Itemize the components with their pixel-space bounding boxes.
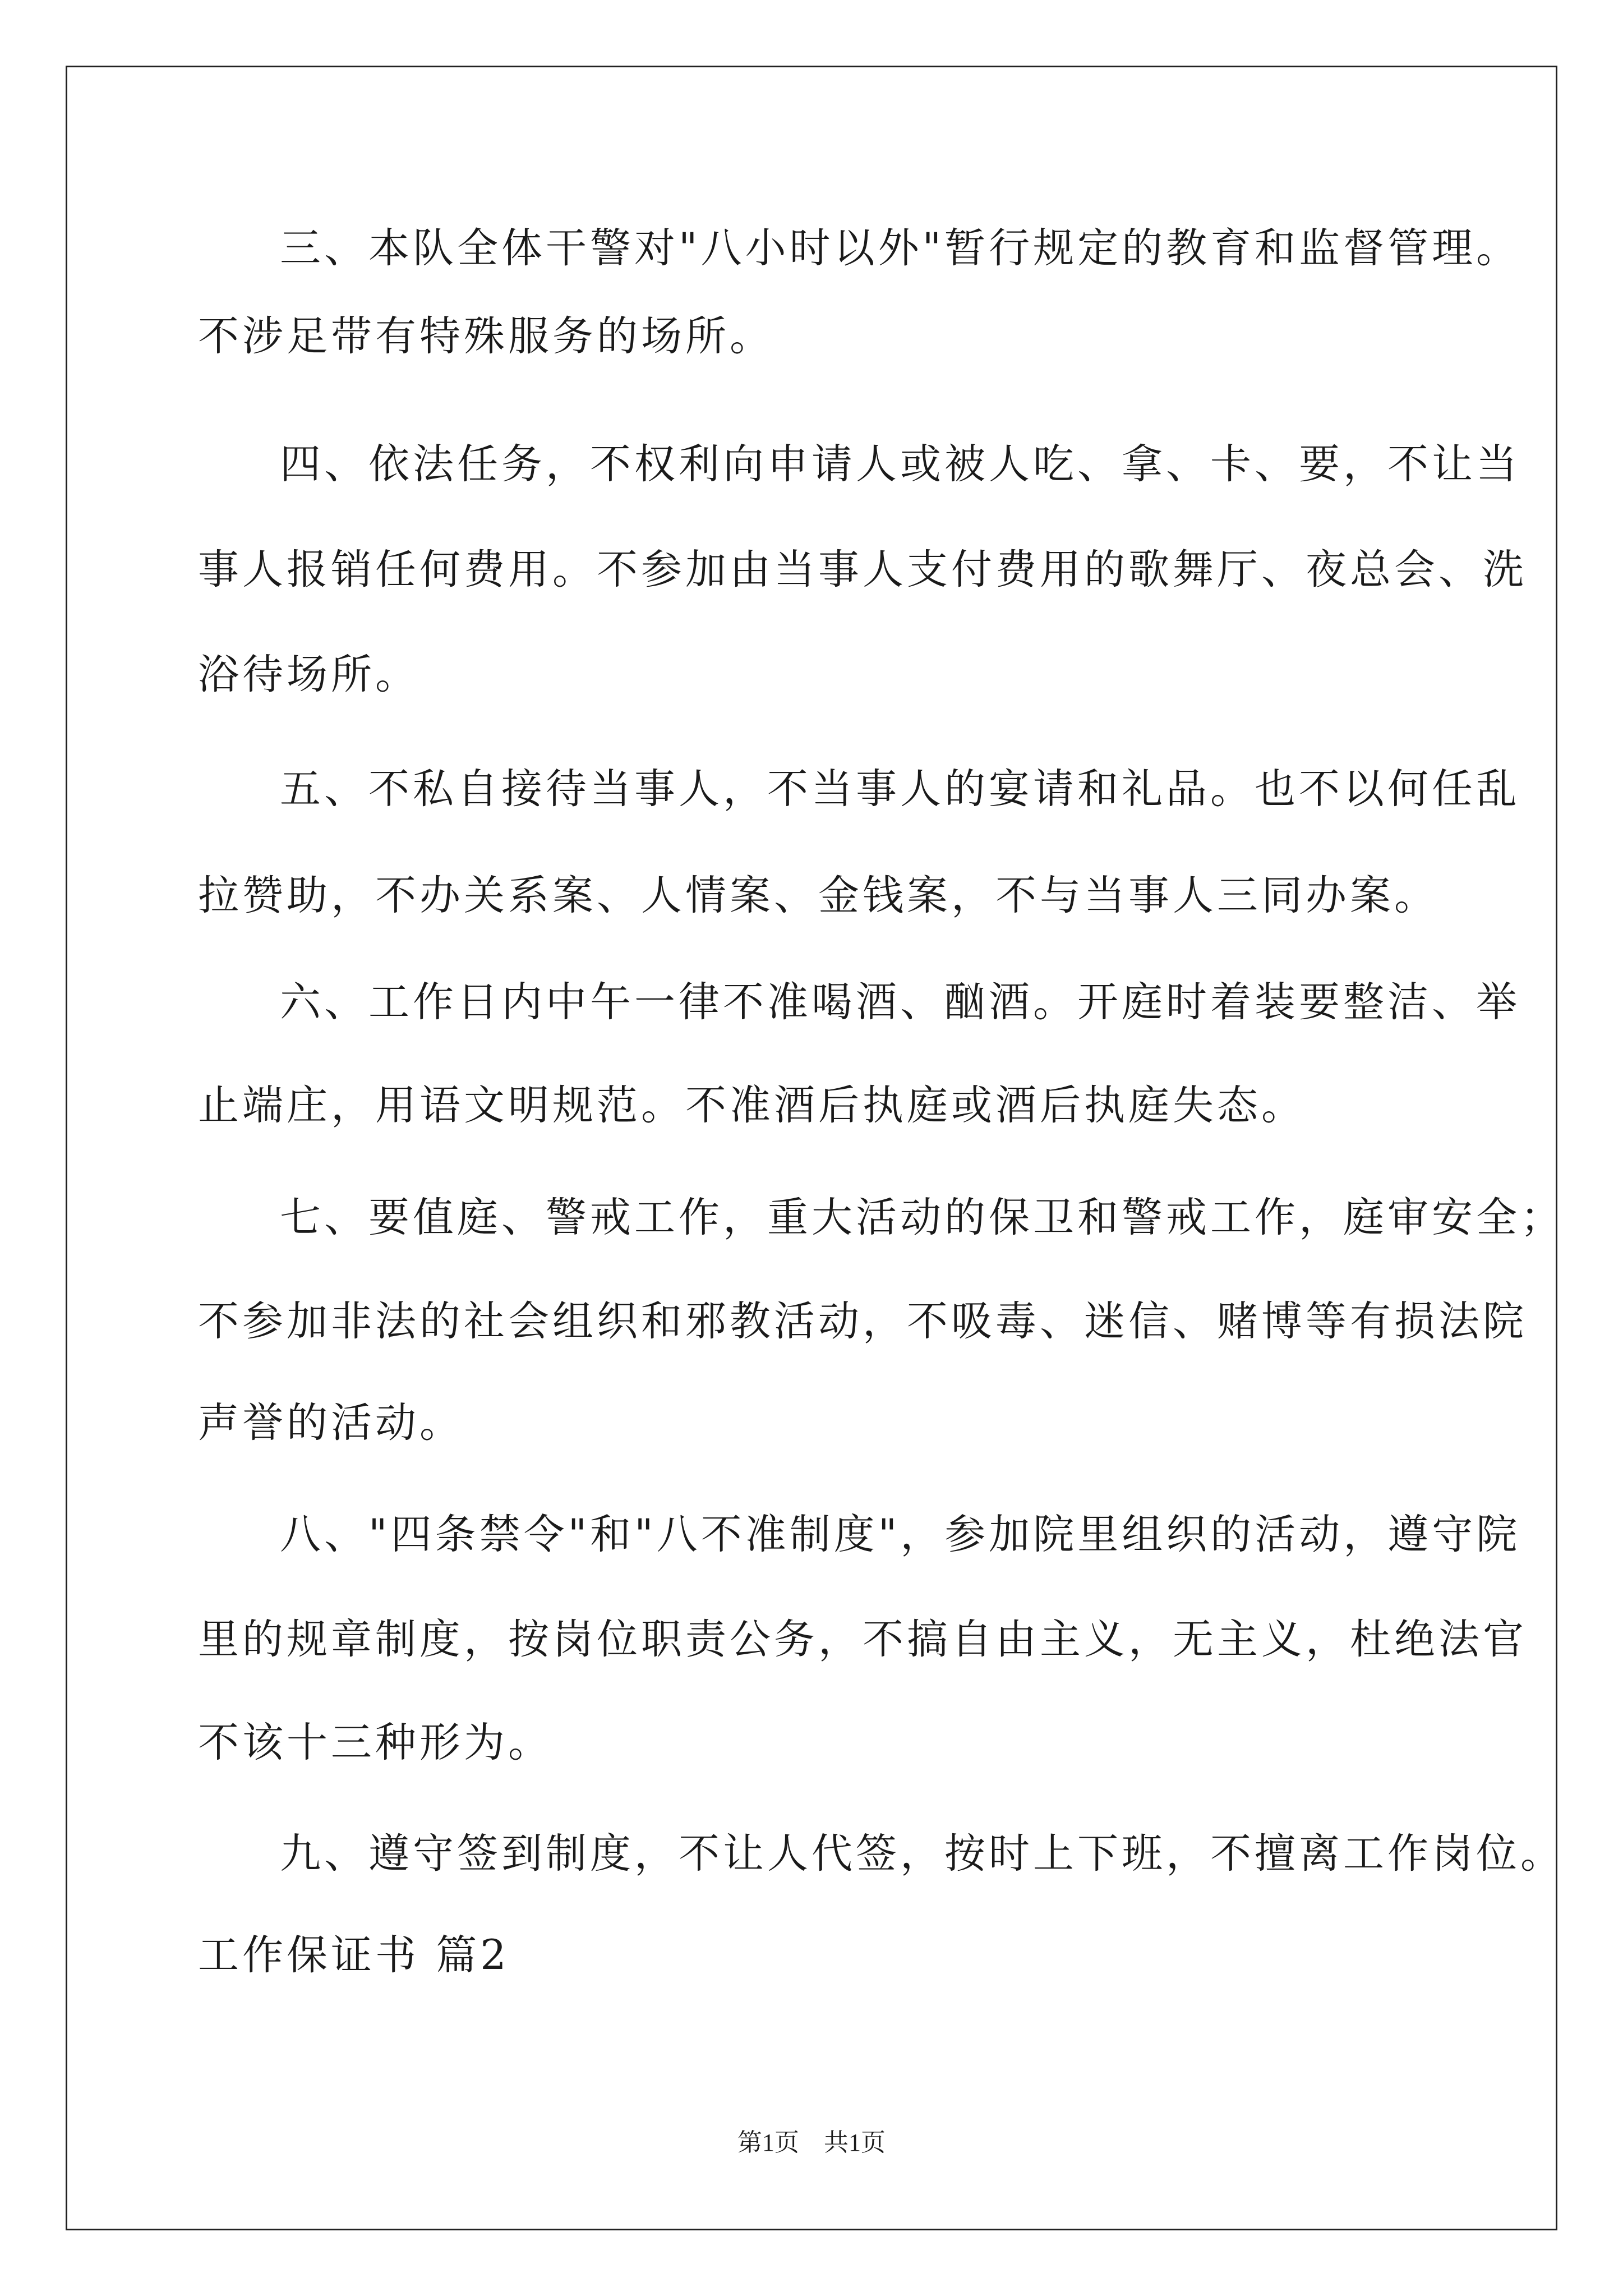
- page-number-total: 共1页: [824, 2129, 886, 2156]
- paragraph-7-line-2: 不参加非法的社会组织和邪教活动，不吸毒、迷信、赌博等有损法院: [198, 1297, 1527, 1345]
- paragraph-6-line-1: 六、工作日内中午一律不准喝酒、酗酒。开庭时着装要整洁、举: [280, 978, 1520, 1026]
- page-border: [66, 66, 1557, 2230]
- paragraph-4-line-2: 事人报销任何费用。不参加由当事人支付费用的歌舞厅、夜总会、洗: [198, 546, 1527, 593]
- page-footer: [0, 2126, 1623, 2160]
- paragraph-8-line-3: 不该十三种形为。: [198, 1719, 552, 1766]
- paragraph-8-line-1: 八、"四条禁令"和"八不准制度"，参加院里组织的活动，遵守院: [280, 1511, 1521, 1558]
- paragraph-9-line-1: 九、遵守签到制度，不让人代签，按时上下班，不擅离工作岗位。: [280, 1830, 1565, 1878]
- paragraph-3-line-2: 不涉足带有特殊服务的场所。: [198, 312, 774, 360]
- paragraph-5-line-1: 五、不私自接待当事人，不当事人的宴请和礼品。也不以何任乱: [280, 765, 1520, 813]
- paragraph-5-line-2: 拉赞助，不办关系案、人情案、金钱案，不与当事人三同办案。: [198, 872, 1438, 919]
- paragraph-3-line-1: 三、本队全体干警对"八小时以外"暂行规定的教育和监督管理。: [280, 224, 1521, 272]
- page-number-current: 第1页: [737, 2129, 799, 2156]
- paragraph-4-line-1: 四、依法任务，不权利向申请人或被人吃、拿、卡、要，不让当: [280, 440, 1520, 488]
- paragraph-8-line-2: 里的规章制度，按岗位职责公务，不搞自由主义，无主义，杜绝法官: [198, 1616, 1527, 1663]
- paragraph-6-line-2: 止端庄，用语文明规范。不准酒后执庭或酒后执庭失态。: [198, 1082, 1306, 1129]
- section-heading: 工作保证书 篇2: [198, 1931, 510, 1979]
- paragraph-4-line-3: 浴待场所。: [198, 651, 419, 698]
- paragraph-7-line-3: 声誉的活动。: [198, 1399, 464, 1447]
- paragraph-7-line-1: 七、要值庭、警戒工作，重大活动的保卫和警戒工作，庭审安全；: [280, 1194, 1565, 1241]
